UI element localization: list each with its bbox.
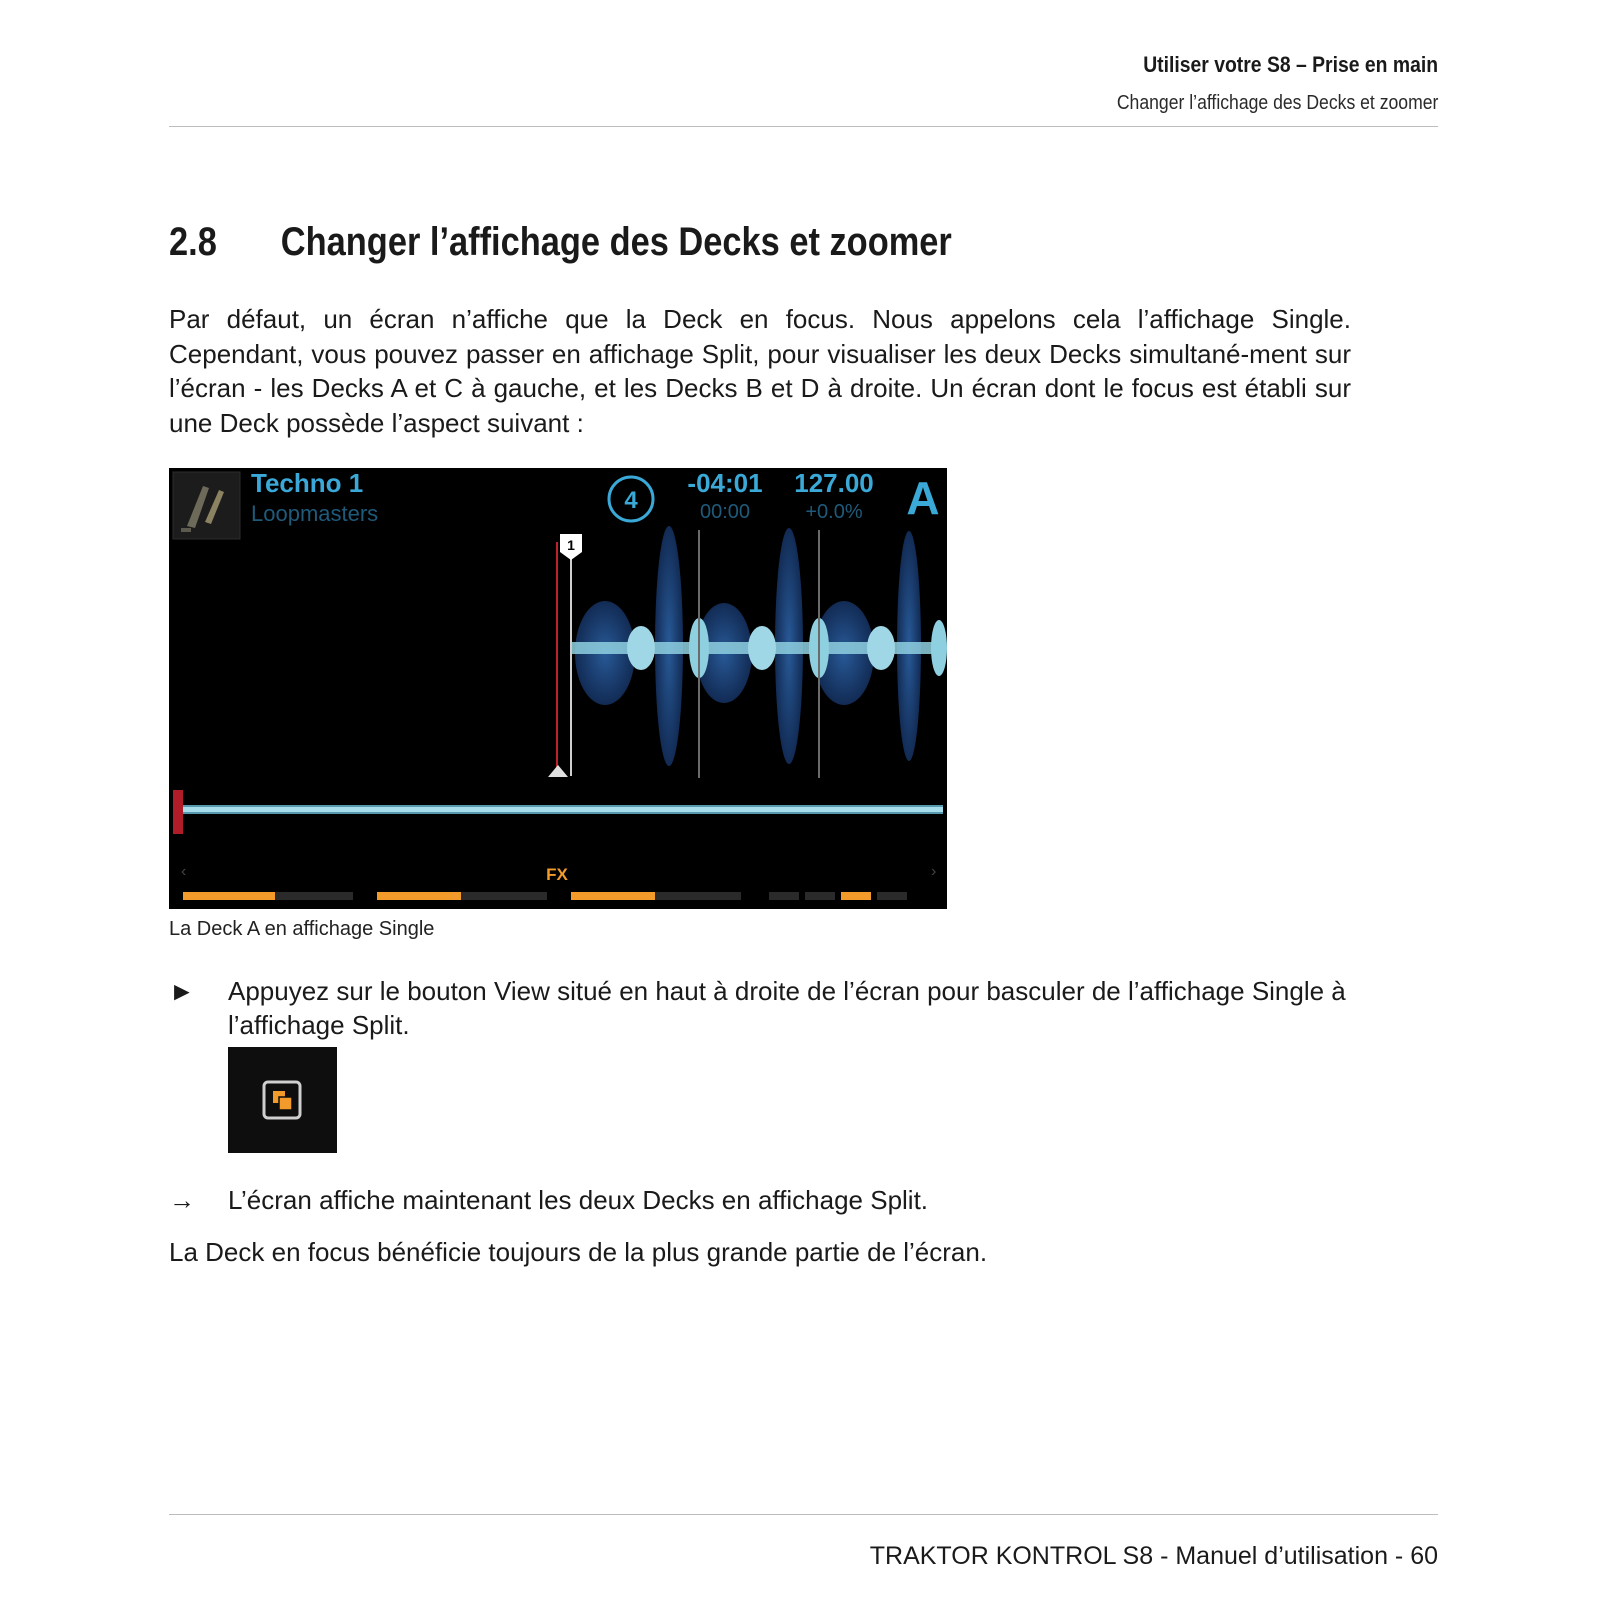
track-title: Techno 1: [251, 468, 364, 498]
figure-caption: La Deck A en affichage Single: [169, 918, 435, 940]
deck-screen-graphic: [169, 468, 947, 909]
step-marker-icon: ►: [169, 976, 195, 1006]
fx-knob-bars: [183, 892, 907, 900]
header-divider: [169, 126, 1438, 127]
beat-counter: 4: [624, 487, 638, 514]
closing-paragraph: La Deck en focus bénéficie toujours de la plus grande partie de l’écran.: [169, 1237, 988, 1267]
fx-label: FX: [546, 865, 568, 884]
fx-right-arrow-icon[interactable]: ›: [931, 863, 937, 880]
bpm-display: 127.00: [794, 468, 874, 498]
svg-text:1: 1: [567, 537, 575, 553]
track-artist: Loopmasters: [251, 501, 379, 526]
section-number: 2.8: [169, 220, 217, 264]
result-text: L’écran affiche maintenant les deux Decks en affichage Split.: [228, 1185, 929, 1215]
footer-divider: [169, 1514, 1438, 1515]
section-heading: [169, 220, 952, 265]
tempo-offset: +0.0%: [805, 501, 863, 523]
cover-art-icon: [173, 472, 240, 539]
remaining-time: -04:01: [687, 468, 763, 498]
step-text: Appuyez sur le bouton View situé en haut à droite de l’écran pour basculer de l’affichage Single à l’affichage Split.: [228, 976, 1346, 1040]
running-header-section: Changer l’affichage des Decks et zoomer: [1116, 92, 1438, 114]
view-button-image: [228, 1047, 337, 1153]
deck-screen-screenshot: [169, 468, 947, 909]
running-header-chapter: Utiliser votre S8 – Prise en main: [1143, 52, 1438, 77]
fx-left-arrow-icon[interactable]: ‹: [181, 863, 187, 880]
intro-paragraph: Par défaut, un écran n’affiche que la Deck en focus. Nous appelons cela l’affichage Single. Cependant, vous pouvez passer en affichage Split, pour visualiser les deux Decks simultané-ment sur l’écran - les Decks A et C à gauche, et les Decks B et D à droite. Un écran dont le focus est établi sur une Deck possède l’aspect suivant :: [169, 304, 1351, 438]
view-toggle-icon: [228, 1047, 337, 1153]
elapsed-time: 00:00: [699, 501, 751, 523]
section-title: Changer l’affichage des Decks et zoomer: [280, 220, 952, 264]
instruction-step: [169, 974, 1351, 1044]
result-arrow-icon: →: [169, 1185, 195, 1215]
deck-letter: A: [906, 472, 940, 524]
page-footer: TRAKTOR KONTROL S8 - Manuel d’utilisation - 60: [869, 1542, 1438, 1570]
result-line: [169, 1183, 1351, 1219]
